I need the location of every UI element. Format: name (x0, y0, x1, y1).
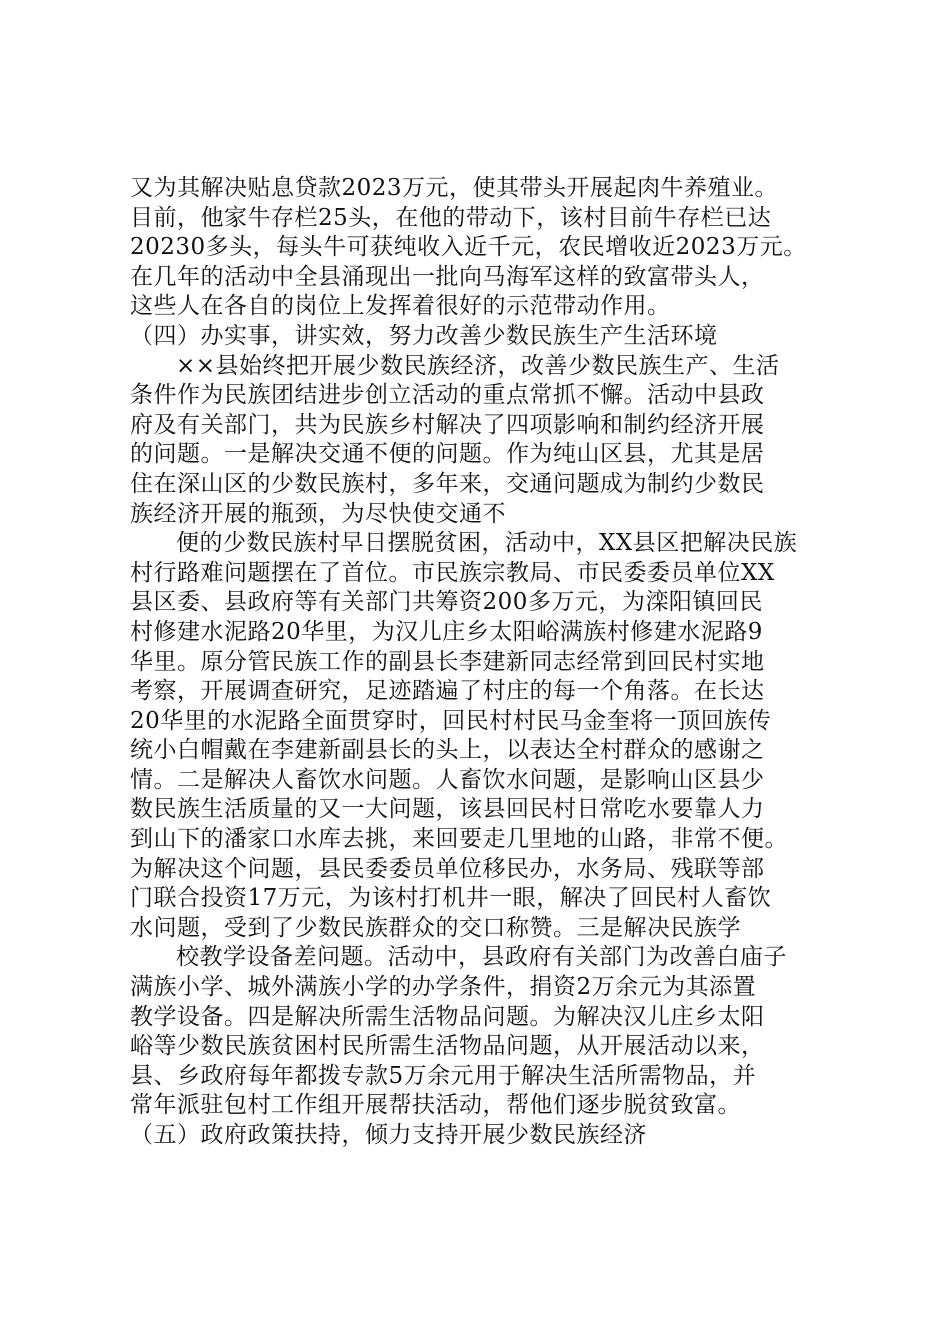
text-line: 住在深山区的少数民族村，多年来，交通问题成为制约少数民 (130, 470, 765, 497)
text-line: 为解决这个问题，县民委委员单位移民办，水务局、残联等部 (130, 855, 765, 882)
text-line: 常年派驻包村工作组开展帮扶活动，帮他们逐步脱贫致富。 (130, 1092, 741, 1119)
text-line: 统小白帽戴在李建新副县长的头上，以表达全村群众的感谢之 (130, 737, 765, 764)
text-line: 情。二是解决人畜饮水问题。人畜饮水问题，是影响山区县少 (130, 766, 765, 793)
text-line: 水问题，受到了少数民族群众的交口称赞。三是解决民族学 (130, 914, 741, 941)
text-line: 20230多头，每头牛可获纯收入近千元，农民增收近2023万元。 (130, 234, 807, 261)
text-line: 满族小学、城外满族小学的办学条件，捐资2万余元为其添置 (130, 974, 757, 1001)
text-line: 的问题。一是解决交通不便的问题。作为纯山区县，尤其是居 (130, 441, 765, 468)
text-line: 县、乡政府每年都拨专款5万余元用于解决生活所需物品，并 (130, 1062, 757, 1089)
paragraph-3 (130, 529, 830, 943)
text-line: 校教学设备差问题。活动中，县政府有关部门为改善白庙子 (176, 944, 787, 971)
text-line: 峪等少数民族贫困村民所需生活物品问题，从开展活动以来， (130, 1033, 765, 1060)
text-line: 又为其解决贴息贷款2023万元，使其带头开展起肉牛养殖业。 (130, 175, 779, 201)
paragraph-2 (130, 352, 830, 530)
text-line: 考察，开展调查研究，足迹踏遍了村庄的每一个角落。在长达 (130, 678, 765, 705)
text-line: 村修建水泥路20华里，为汉儿庄乡太阳峪满族村修建水泥路9 (130, 618, 763, 645)
text-line: 20华里的水泥路全面贯穿时，回民村村民马金奎将一顶回族传 (130, 707, 772, 734)
section-heading-5 (130, 1121, 830, 1151)
text-line: 便的少数民族村早日摆脱贫困，活动中，XX县区把解决民族 (176, 530, 798, 557)
text-line: 族经济开展的瓶颈，为尽快使交通不 (130, 500, 506, 527)
text-line: 目前，他家牛存栏25头，在他的带动下，该村目前牛存栏已达 (130, 204, 772, 231)
text-line: 数民族生活质量的又一大问题，该县回民村日常吃水要靠人力 (130, 796, 765, 823)
text-line: 村行路难问题摆在了首位。市民族宗教局、市民委委员单位XX (130, 559, 775, 586)
paragraph-4 (130, 943, 830, 1121)
text-line: 这些人在各自的岗位上发挥着很好的示范带动作用。 (130, 293, 671, 320)
paragraph-1 (130, 174, 830, 322)
text-line: 门联合投资17万元，为该村打机井一眼，解决了回民村人畜饮 (130, 885, 772, 912)
text-line: 到山下的潘家口水库去挑，来回要走几里地的山路，非常不便。 (130, 826, 788, 853)
text-line: 华里。原分管民族工作的副县长李建新同志经常到回民村实地 (130, 648, 765, 675)
heading-text: （五）政府政策扶持，倾力支持开展少数民族经济 (130, 1122, 647, 1148)
text-line: 教学设备。四是解决所需生活物品问题。为解决汉儿庄乡太阳 (130, 1003, 765, 1030)
heading-text: （四）办实事，讲实效，努力改善少数民族生产生活环境 (130, 322, 718, 349)
text-line: 在几年的活动中全县涌现出一批向马海军这样的致富带头人， (130, 263, 765, 290)
document-page (130, 174, 830, 1151)
section-heading-4 (130, 322, 830, 352)
text-line: ××县始终把开展少数民族经济，改善少数民族生产、生活 (176, 352, 780, 379)
text-line: 县区委、县政府等有关部门共筹资200多万元，为滦阳镇回民 (130, 589, 763, 616)
text-line: 条件作为民族团结进步创立活动的重点常抓不懈。活动中县政 (130, 382, 765, 409)
text-line: 府及有关部门，共为民族乡村解决了四项影响和制约经济开展 (130, 411, 765, 438)
